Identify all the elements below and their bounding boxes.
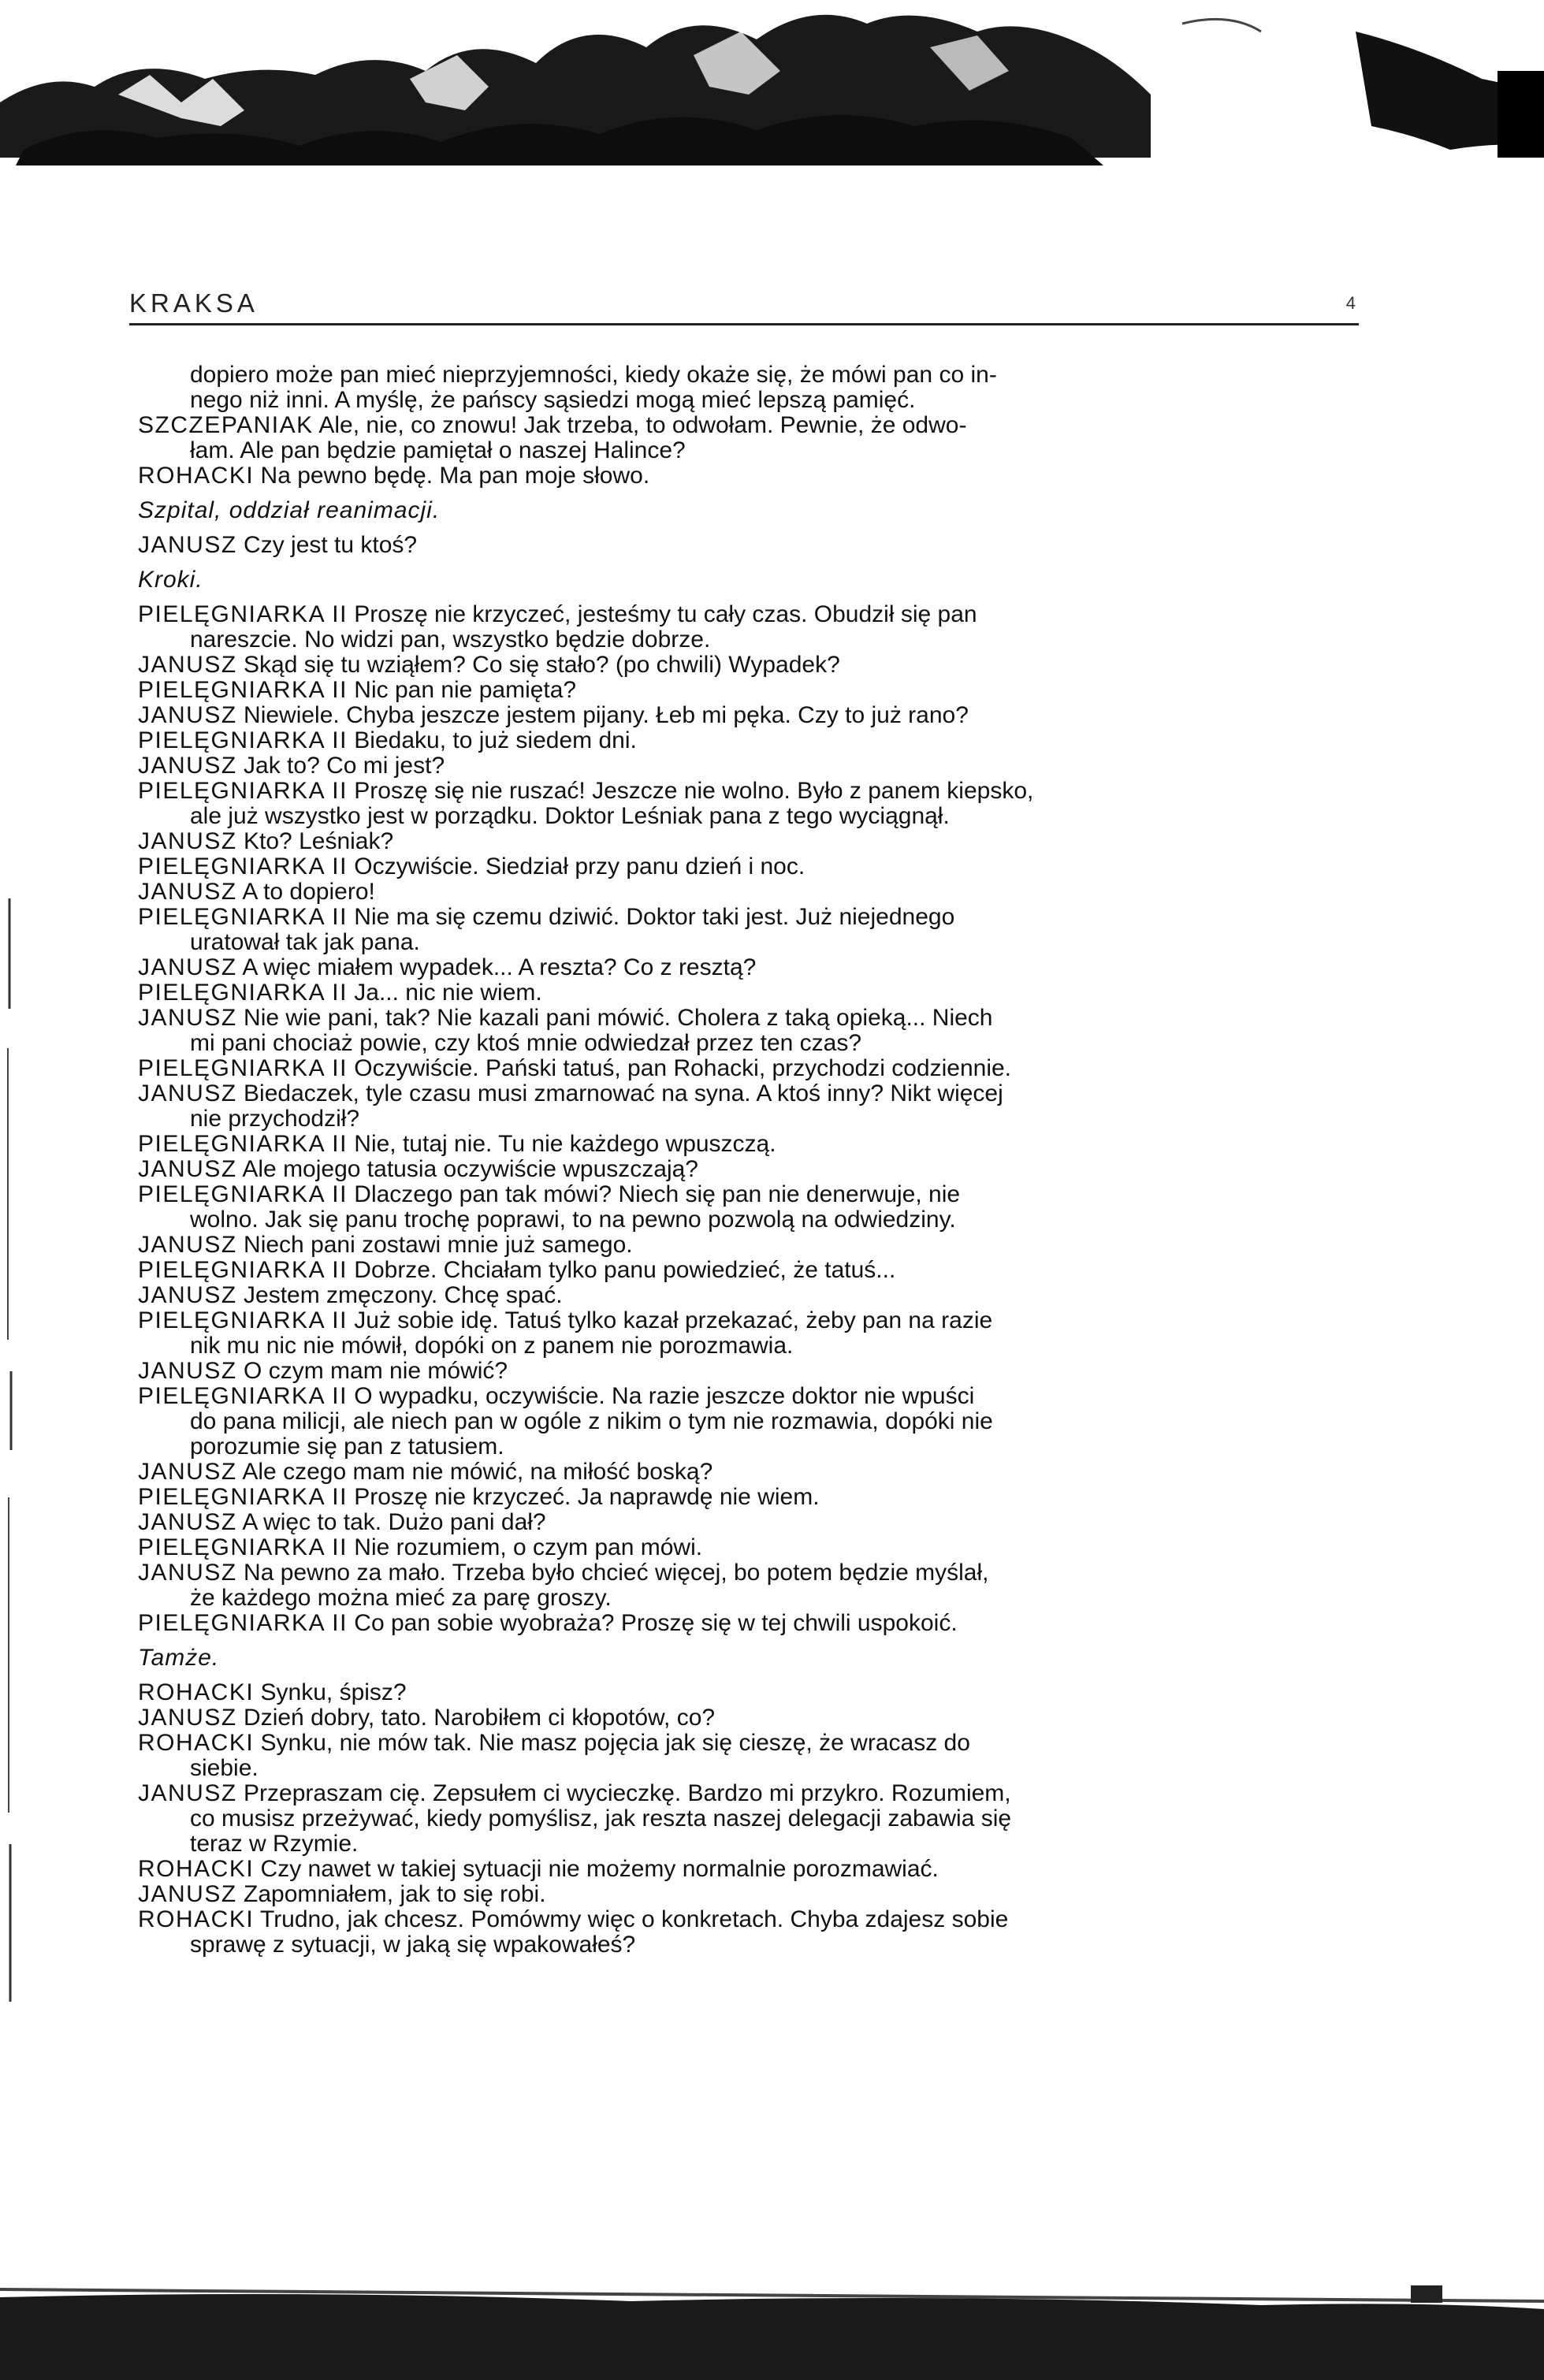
page-number: 4	[1345, 293, 1356, 313]
speech-text: O wypadku, oczywiście. Na razie jeszcze doktor nie wpuści	[354, 1383, 975, 1409]
speaker-name: JANUSZ	[138, 1232, 237, 1258]
speaker-name: JANUSZ	[138, 1560, 237, 1586]
speech-line	[138, 1731, 1336, 1756]
speech-text: Co pan sobie wyobraża? Proszę się w tej chwili uspokoić.	[354, 1610, 958, 1636]
speech-text: Proszę nie krzyczeć, jesteśmy tu cały czas. Obudził się pan	[354, 601, 977, 627]
continuation-line: uratował tak jak pana.	[190, 929, 420, 955]
speech-line	[138, 1560, 1336, 1586]
speaker-name: JANUSZ	[138, 1881, 237, 1907]
speaker-name: PIELĘGNIARKA II	[138, 727, 348, 753]
speech-line	[138, 1258, 1336, 1283]
speech-text: Synku, nie mów tak. Nie masz pojęcia jak się cieszę, że wracasz do	[260, 1730, 970, 1756]
speech-line	[138, 854, 1336, 879]
speaker-name: PIELĘGNIARKA II	[138, 1307, 348, 1333]
stage-direction: Kroki.	[138, 567, 203, 593]
speech-text: Czy nawet w takiej sytuacji nie możemy normalnie porozmawiać.	[260, 1856, 939, 1882]
speech-text: Proszę nie krzyczeć. Ja naprawdę nie wiem.	[354, 1484, 820, 1510]
speech-text: Nie, tutaj nie. Tu nie każdego wpuszczą.	[354, 1131, 776, 1157]
speaker-name: JANUSZ	[138, 1705, 237, 1731]
speech-text: Niech pani zostawi mnie już samego.	[244, 1232, 633, 1258]
speech-line	[138, 1781, 1336, 1806]
speech-text: Skąd się tu wziąłem? Co się stało? (po chwili) Wypadek?	[244, 652, 840, 678]
continuation-line: nik mu nic nie mówił, dopóki on z panem nie porozmawia.	[190, 1333, 794, 1359]
speech-line	[138, 879, 1336, 905]
speech-text: Ale czego mam nie mówić, na miłość boską?	[242, 1459, 713, 1485]
speaker-name: PIELĘGNIARKA II	[138, 601, 348, 627]
speech-line	[138, 1485, 1336, 1510]
speech-text: Dobrze. Chciałam tylko panu powiedzieć, że tatuś...	[354, 1257, 896, 1283]
speaker-name: PIELĘGNIARKA II	[138, 853, 348, 879]
stage-direction: Szpital, oddział reanimacji.	[138, 497, 441, 523]
speech-line	[138, 1308, 1336, 1333]
speech-line	[138, 678, 1336, 703]
speech-text: Nic pan nie pamięta?	[354, 677, 577, 703]
speech-text: Oczywiście. Siedział przy panu dzień i noc.	[354, 853, 805, 879]
speech-text: A więc miałem wypadek... A reszta? Co z resztą?	[242, 954, 757, 980]
speaker-name: PIELĘGNIARKA II	[138, 1383, 348, 1409]
speaker-name: JANUSZ	[138, 1509, 237, 1535]
speech-text: Już sobie idę. Tatuś tylko kazał przekazać, żeby pan na razie	[354, 1307, 993, 1333]
speaker-name: JANUSZ	[138, 1080, 237, 1106]
speech-line	[138, 1283, 1336, 1308]
speaker-name: PIELĘGNIARKA II	[138, 1257, 348, 1283]
speaker-name: JANUSZ	[138, 1459, 237, 1485]
continuation-line: porozumie się pan z tatusiem.	[190, 1434, 504, 1460]
continuation-line: siebie.	[190, 1755, 259, 1781]
speech-text: Dlaczego pan tak mówi? Niech się pan nie denerwuje, nie	[354, 1181, 961, 1207]
speech-line	[138, 1907, 1336, 1932]
continuation-line: nego niż inni. A myślę, że pańscy sąsiedzi mogą mieć lepszą pamięć.	[190, 387, 916, 413]
speech-line	[138, 533, 1336, 558]
speech-line	[138, 1233, 1336, 1258]
speech-text: Nie wie pani, tak? Nie kazali pani mówić. Cholera z taką opieką... Niech	[244, 1005, 993, 1031]
continuation-line: wolno. Jak się panu trochę poprawi, to na pewno pozwolą na odwiedziny.	[190, 1207, 956, 1233]
speech-line	[138, 413, 1336, 438]
speech-line	[138, 1359, 1336, 1384]
speaker-name: SZCZEPANIAK	[138, 412, 314, 438]
speech-text: Na pewno za mało. Trzeba było chcieć więcej, bo potem będzie myślał,	[244, 1560, 989, 1586]
speaker-name: JANUSZ	[138, 1005, 237, 1031]
continuation-line: ale już wszystko jest w porządku. Doktor Leśniak pana z tego wyciągnął.	[190, 803, 950, 829]
running-header-title: KRAKSA	[129, 288, 259, 318]
speaker-name: JANUSZ	[138, 1358, 237, 1384]
speaker-name: ROHACKI	[138, 1730, 255, 1756]
scan-bottom-edge	[0, 2281, 1544, 2380]
page-body	[138, 363, 1336, 1958]
speaker-name: JANUSZ	[138, 532, 237, 558]
speech-line	[138, 1132, 1336, 1157]
speaker-name: PIELĘGNIARKA II	[138, 904, 348, 930]
speech-line	[138, 602, 1336, 627]
speech-line	[138, 980, 1336, 1006]
speaker-name: JANUSZ	[138, 828, 237, 854]
speech-line	[138, 1182, 1336, 1207]
speech-line	[138, 1680, 1336, 1705]
speech-line	[138, 653, 1336, 678]
speech-text: Biedaku, to już siedem dni.	[354, 727, 637, 753]
speech-line	[138, 1705, 1336, 1731]
speech-text: Zapomniałem, jak to się robi.	[244, 1881, 546, 1907]
speech-text: Jak to? Co mi jest?	[244, 753, 445, 779]
speech-text: Proszę się nie ruszać! Jeszcze nie wolno. Było z panem kiepsko,	[354, 778, 1034, 804]
continuation-line: co musisz przeżywać, kiedy pomyślisz, jak reszta naszej delegacji zabawia się	[190, 1805, 1012, 1831]
speaker-name: JANUSZ	[138, 879, 237, 905]
speech-text: Biedaczek, tyle czasu musi zmarnować na syna. A ktoś inny? Nikt więcej	[244, 1080, 1003, 1106]
speaker-name: JANUSZ	[138, 753, 237, 779]
speech-text: Dzień dobry, tato. Narobiłem ci kłopotów, co?	[244, 1705, 716, 1731]
speech-line	[138, 1510, 1336, 1535]
speech-text: Nie rozumiem, o czym pan mówi.	[354, 1534, 703, 1560]
continuation-line: teraz w Rzymie.	[190, 1831, 359, 1857]
continuation-line: mi pani chociaż powie, czy ktoś mnie odwiedzał przez ten czas?	[190, 1030, 862, 1056]
speaker-name: PIELĘGNIARKA II	[138, 1610, 348, 1636]
speaker-name: PIELĘGNIARKA II	[138, 1484, 348, 1510]
speaker-name: ROHACKI	[138, 1906, 255, 1932]
speech-text: Ja... nic nie wiem.	[354, 980, 542, 1006]
speech-text: Ale mojego tatusia oczywiście wpuszczają?	[242, 1156, 698, 1182]
continuation-line: łam. Ale pan będzie pamiętał o naszej Halince?	[190, 437, 686, 463]
speech-line	[138, 955, 1336, 980]
speech-text: Oczywiście. Pański tatuś, pan Rohacki, przychodzi codziennie.	[354, 1055, 1011, 1081]
speaker-name: PIELĘGNIARKA II	[138, 1055, 348, 1081]
speech-line	[138, 703, 1336, 728]
speech-text: O czym mam nie mówić?	[244, 1358, 508, 1384]
speech-line	[138, 1006, 1336, 1031]
speaker-name: PIELĘGNIARKA II	[138, 980, 348, 1006]
speaker-name: JANUSZ	[138, 954, 237, 980]
speech-text: Ale, nie, co znowu! Jak trzeba, to odwołam. Pewnie, że odwo-	[318, 412, 967, 438]
speech-line	[138, 1857, 1336, 1882]
speech-text: Synku, śpisz?	[260, 1679, 407, 1705]
speaker-name: PIELĘGNIARKA II	[138, 1181, 348, 1207]
scan-margin-marks	[0, 898, 32, 2002]
continuation-line: że każdego można mieć za parę groszy.	[190, 1585, 612, 1611]
speech-line	[138, 1157, 1336, 1182]
speech-line	[138, 753, 1336, 779]
speech-line	[138, 1460, 1336, 1485]
speech-text: Kto? Leśniak?	[244, 828, 394, 854]
speech-text: A to dopiero!	[242, 879, 375, 905]
speech-text: Nie ma się czemu dziwić. Doktor taki jest. Już niejednego	[354, 904, 955, 930]
speech-line	[138, 905, 1336, 930]
speaker-name: PIELĘGNIARKA II	[138, 1131, 348, 1157]
speech-text: Niewiele. Chyba jeszcze jestem pijany. Łeb mi pęka. Czy to już rano?	[244, 702, 969, 728]
speech-line	[138, 1384, 1336, 1409]
running-header	[129, 284, 1359, 325]
speaker-name: JANUSZ	[138, 1282, 237, 1308]
speech-text: Jestem zmęczony. Chcę spać.	[244, 1282, 563, 1308]
speaker-name: ROHACKI	[138, 1679, 255, 1705]
speaker-name: ROHACKI	[138, 463, 255, 489]
speech-text: Trudno, jak chcesz. Pomówmy więc o konkretach. Chyba zdajesz sobie	[259, 1906, 1009, 1932]
speech-line	[138, 1611, 1336, 1636]
speech-line	[138, 829, 1336, 854]
speech-line	[138, 779, 1336, 804]
speech-line	[138, 1081, 1336, 1106]
speech-text: Przepraszam cię. Zepsułem ci wycieczkę. Bardzo mi przykro. Rozumiem,	[244, 1780, 1011, 1806]
speech-text: Na pewno będę. Ma pan moje słowo.	[260, 463, 650, 489]
speech-line	[138, 1882, 1336, 1907]
continuation-line: nareszcie. No widzi pan, wszystko będzie dobrze.	[190, 627, 711, 653]
speaker-name: PIELĘGNIARKA II	[138, 778, 348, 804]
continuation-line: sprawę z sytuacji, w jaką się wpakowałeś?	[190, 1932, 636, 1958]
speaker-name: PIELĘGNIARKA II	[138, 677, 348, 703]
continuation-line: nie przychodził?	[190, 1106, 360, 1132]
speech-text: A więc to tak. Dużo pani dał?	[242, 1509, 546, 1535]
continuation-line: dopiero może pan mieć nieprzyjemności, kiedy okaże się, że mówi pan co in-	[190, 362, 997, 388]
speaker-name: ROHACKI	[138, 1856, 255, 1882]
speaker-name: JANUSZ	[138, 1780, 237, 1806]
speech-line	[138, 1056, 1336, 1081]
speaker-name: JANUSZ	[138, 702, 237, 728]
speech-line	[138, 728, 1336, 753]
continuation-line: do pana milicji, ale niech pan w ogóle z nikim o tym nie rozmawia, dopóki nie	[190, 1408, 993, 1434]
scan-top-edge	[0, 0, 1544, 181]
speaker-name: JANUSZ	[138, 652, 237, 678]
stage-direction: Tamże.	[138, 1645, 220, 1671]
speech-text: Czy jest tu ktoś?	[244, 532, 418, 558]
speech-line	[138, 463, 1336, 489]
speaker-name: PIELĘGNIARKA II	[138, 1534, 348, 1560]
speech-line	[138, 1535, 1336, 1560]
speaker-name: JANUSZ	[138, 1156, 237, 1182]
